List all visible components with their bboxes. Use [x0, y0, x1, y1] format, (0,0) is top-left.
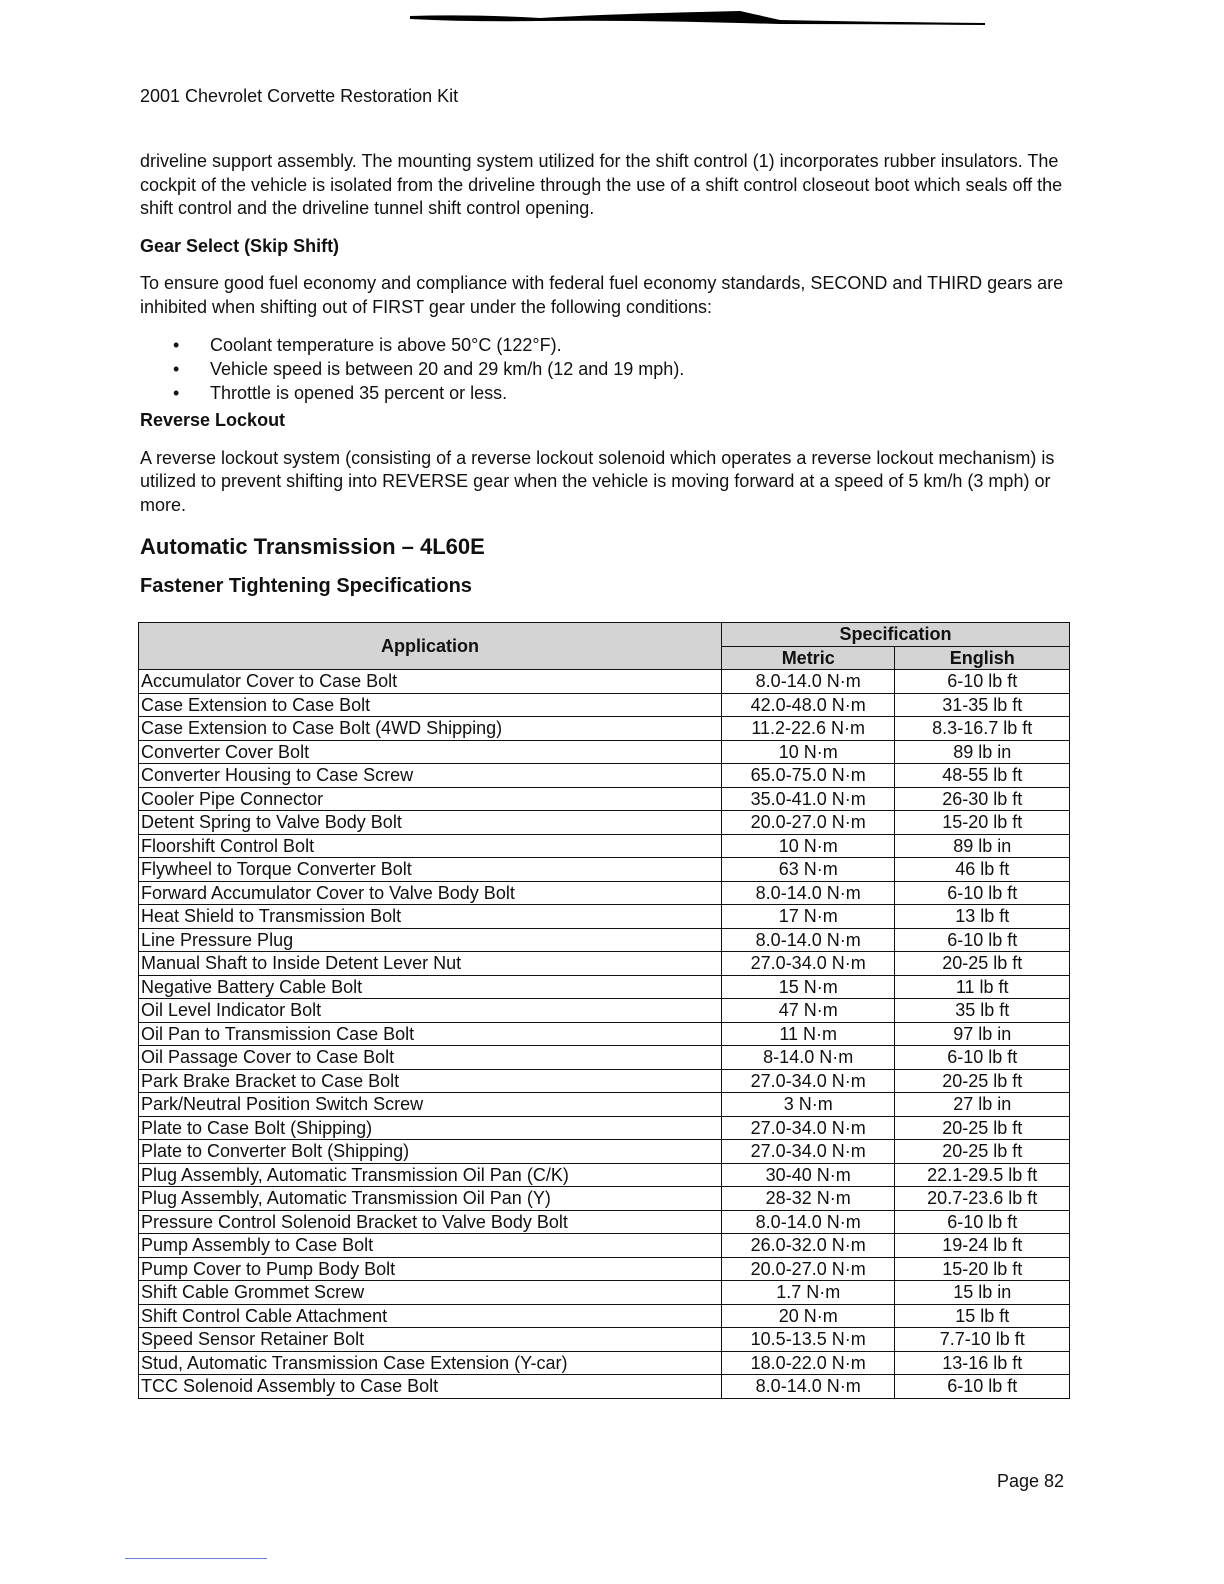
application-cell: Plug Assembly, Automatic Transmission Oil Pan (C/K): [139, 1163, 722, 1187]
table-row: [139, 1069, 1070, 1093]
application-cell: Oil Pan to Transmission Case Bolt: [139, 1022, 722, 1046]
table-body: [139, 670, 1070, 1399]
metric-cell: 27.0-34.0 N·m: [721, 1140, 894, 1164]
english-cell: 6-10 lb ft: [895, 881, 1070, 905]
table-row: [139, 1375, 1070, 1399]
application-cell: Line Pressure Plug: [139, 928, 722, 952]
table-row: [139, 670, 1070, 694]
metric-cell: 15 N·m: [721, 975, 894, 999]
table-row: [139, 740, 1070, 764]
application-cell: Converter Housing to Case Screw: [139, 764, 722, 788]
metric-cell: 1.7 N·m: [721, 1281, 894, 1305]
application-cell: Plate to Case Bolt (Shipping): [139, 1116, 722, 1140]
page-number: Page 82: [997, 1471, 1065, 1491]
metric-cell: 10 N·m: [721, 834, 894, 858]
english-cell: 22.1-29.5 lb ft: [895, 1163, 1070, 1187]
table-row: [139, 1257, 1070, 1281]
table-row: [139, 764, 1070, 788]
english-cell: 20.7-23.6 lb ft: [895, 1187, 1070, 1211]
metric-cell: 27.0-34.0 N·m: [721, 1116, 894, 1140]
english-cell: 89 lb in: [895, 834, 1070, 858]
application-cell: Flywheel to Torque Converter Bolt: [139, 858, 722, 882]
application-cell: Converter Cover Bolt: [139, 740, 722, 764]
header-english: English: [895, 646, 1070, 670]
metric-cell: 18.0-22.0 N·m: [721, 1351, 894, 1375]
table-row: [139, 1234, 1070, 1258]
table-row: [139, 975, 1070, 999]
condition-item: • Throttle is opened 35 percent or less.: [210, 381, 1070, 405]
table-row: [139, 881, 1070, 905]
table-row: [139, 1163, 1070, 1187]
table-row: [139, 1304, 1070, 1328]
english-cell: 6-10 lb ft: [895, 928, 1070, 952]
table-row: [139, 787, 1070, 811]
table-row: [139, 999, 1070, 1023]
english-cell: 97 lb in: [895, 1022, 1070, 1046]
metric-cell: 8.0-14.0 N·m: [721, 670, 894, 694]
application-cell: Manual Shaft to Inside Detent Lever Nut: [139, 952, 722, 976]
application-cell: Negative Battery Cable Bolt: [139, 975, 722, 999]
metric-cell: 11.2-22.6 N·m: [721, 717, 894, 741]
english-cell: 31-35 lb ft: [895, 693, 1070, 717]
english-cell: 20-25 lb ft: [895, 1069, 1070, 1093]
footer-rule: [125, 1558, 267, 1559]
metric-cell: 17 N·m: [721, 905, 894, 929]
table-row: [139, 905, 1070, 929]
english-cell: 6-10 lb ft: [895, 1210, 1070, 1234]
table-row: [139, 1187, 1070, 1211]
metric-cell: 27.0-34.0 N·m: [721, 1069, 894, 1093]
metric-cell: 8-14.0 N·m: [721, 1046, 894, 1070]
application-cell: Accumulator Cover to Case Bolt: [139, 670, 722, 694]
english-cell: 6-10 lb ft: [895, 670, 1070, 694]
table-row: [139, 1140, 1070, 1164]
english-cell: 46 lb ft: [895, 858, 1070, 882]
table-row: [139, 858, 1070, 882]
english-cell: 15 lb ft: [895, 1304, 1070, 1328]
application-cell: Case Extension to Case Bolt: [139, 693, 722, 717]
condition-item: • Vehicle speed is between 20 and 29 km/h (12 and 19 mph).: [210, 357, 1070, 381]
condition-item: • Coolant temperature is above 50°C (122°F).: [210, 333, 1070, 357]
english-cell: 7.7-10 lb ft: [895, 1328, 1070, 1352]
english-cell: 19-24 lb ft: [895, 1234, 1070, 1258]
application-cell: Forward Accumulator Cover to Valve Body Bolt: [139, 881, 722, 905]
metric-cell: 63 N·m: [721, 858, 894, 882]
table-row: [139, 952, 1070, 976]
english-cell: 20-25 lb ft: [895, 1140, 1070, 1164]
english-cell: 6-10 lb ft: [895, 1046, 1070, 1070]
gear-select-paragraph: To ensure good fuel economy and compliance with federal fuel economy standards, SECOND and THIRD gears are inhibited when shifting out of FIRST gear under the following conditions:: [140, 273, 1064, 317]
application-cell: Speed Sensor Retainer Bolt: [139, 1328, 722, 1352]
reverse-lockout-heading: Reverse Lockout: [140, 410, 286, 430]
english-cell: 6-10 lb ft: [895, 1375, 1070, 1399]
english-cell: 13-16 lb ft: [895, 1351, 1070, 1375]
table-row: [139, 834, 1070, 858]
application-cell: Shift Control Cable Attachment: [139, 1304, 722, 1328]
metric-cell: 26.0-32.0 N·m: [721, 1234, 894, 1258]
english-cell: 8.3-16.7 lb ft: [895, 717, 1070, 741]
application-cell: TCC Solenoid Assembly to Case Bolt: [139, 1375, 722, 1399]
table-row: [139, 1093, 1070, 1117]
table-row: [139, 1116, 1070, 1140]
metric-cell: 10.5-13.5 N·m: [721, 1328, 894, 1352]
english-cell: 35 lb ft: [895, 999, 1070, 1023]
metric-cell: 10 N·m: [721, 740, 894, 764]
metric-cell: 11 N·m: [721, 1022, 894, 1046]
table-row: [139, 1351, 1070, 1375]
header-application: Application: [139, 623, 722, 670]
table-row: [139, 928, 1070, 952]
metric-cell: 8.0-14.0 N·m: [721, 881, 894, 905]
application-cell: Park/Neutral Position Switch Screw: [139, 1093, 722, 1117]
english-cell: 48-55 lb ft: [895, 764, 1070, 788]
reverse-lockout-paragraph: A reverse lockout system (consisting of a reverse lockout solenoid which operates a reverse lockout mechanism) is utilized to prevent shifting into REVERSE gear when the vehicle is moving forward at a speed of 5 km/h (3 mph) or more.: [140, 447, 1055, 515]
metric-cell: 65.0-75.0 N·m: [721, 764, 894, 788]
metric-cell: 28-32 N·m: [721, 1187, 894, 1211]
header-specification: Specification: [721, 623, 1069, 647]
scan-artifact-mark: [410, 10, 990, 28]
metric-cell: 20.0-27.0 N·m: [721, 1257, 894, 1281]
english-cell: 20-25 lb ft: [895, 952, 1070, 976]
header-metric: Metric: [721, 646, 894, 670]
application-cell: Pressure Control Solenoid Bracket to Valve Body Bolt: [139, 1210, 722, 1234]
application-cell: Oil Passage Cover to Case Bolt: [139, 1046, 722, 1070]
metric-cell: 27.0-34.0 N·m: [721, 952, 894, 976]
metric-cell: 3 N·m: [721, 1093, 894, 1117]
english-cell: 89 lb in: [895, 740, 1070, 764]
english-cell: 27 lb in: [895, 1093, 1070, 1117]
metric-cell: 30-40 N·m: [721, 1163, 894, 1187]
application-cell: Stud, Automatic Transmission Case Extension (Y-car): [139, 1351, 722, 1375]
english-cell: 20-25 lb ft: [895, 1116, 1070, 1140]
english-cell: 11 lb ft: [895, 975, 1070, 999]
application-cell: Oil Level Indicator Bolt: [139, 999, 722, 1023]
metric-cell: 35.0-41.0 N·m: [721, 787, 894, 811]
table-row: [139, 811, 1070, 835]
application-cell: Floorshift Control Bolt: [139, 834, 722, 858]
english-cell: 26-30 lb ft: [895, 787, 1070, 811]
application-cell: Shift Cable Grommet Screw: [139, 1281, 722, 1305]
metric-cell: 8.0-14.0 N·m: [721, 1210, 894, 1234]
application-cell: Heat Shield to Transmission Bolt: [139, 905, 722, 929]
intro-paragraph: driveline support assembly. The mounting system utilized for the shift control (1) incorporates rubber insulators. The cockpit of the vehicle is isolated from the driveline through the use of a shift control closeout boot which seals off the shift control and the driveline tunnel shift control opening.: [140, 151, 1063, 218]
application-cell: Pump Assembly to Case Bolt: [139, 1234, 722, 1258]
metric-cell: 20.0-27.0 N·m: [721, 811, 894, 835]
skip-shift-conditions: [140, 333, 1070, 405]
english-cell: 15-20 lb ft: [895, 811, 1070, 835]
metric-cell: 47 N·m: [721, 999, 894, 1023]
application-cell: Cooler Pipe Connector: [139, 787, 722, 811]
running-header: 2001 Chevrolet Corvette Restoration Kit: [140, 86, 459, 106]
english-cell: 15 lb in: [895, 1281, 1070, 1305]
gear-select-heading: Gear Select (Skip Shift): [140, 235, 340, 256]
application-cell: Park Brake Bracket to Case Bolt: [139, 1069, 722, 1093]
table-row: [139, 717, 1070, 741]
metric-cell: 42.0-48.0 N·m: [721, 693, 894, 717]
metric-cell: 20 N·m: [721, 1304, 894, 1328]
table-row: [139, 1046, 1070, 1070]
application-cell: Plate to Converter Bolt (Shipping): [139, 1140, 722, 1164]
table-row: [139, 1328, 1070, 1352]
table-row: [139, 1281, 1070, 1305]
english-cell: 15-20 lb ft: [895, 1257, 1070, 1281]
application-cell: Pump Cover to Pump Body Bolt: [139, 1257, 722, 1281]
application-cell: Detent Spring to Valve Body Bolt: [139, 811, 722, 835]
table-row: [139, 1022, 1070, 1046]
metric-cell: 8.0-14.0 N·m: [721, 928, 894, 952]
document-body: [140, 150, 1070, 610]
fastener-spec-table: [138, 622, 1070, 1399]
metric-cell: 8.0-14.0 N·m: [721, 1375, 894, 1399]
application-cell: Case Extension to Case Bolt (4WD Shipping): [139, 717, 722, 741]
application-cell: Plug Assembly, Automatic Transmission Oil Pan (Y): [139, 1187, 722, 1211]
table-row: [139, 1210, 1070, 1234]
english-cell: 13 lb ft: [895, 905, 1070, 929]
section-title: Automatic Transmission – 4L60E: [140, 534, 485, 559]
table-title: Fastener Tightening Specifications: [140, 574, 472, 597]
table-row: [139, 693, 1070, 717]
